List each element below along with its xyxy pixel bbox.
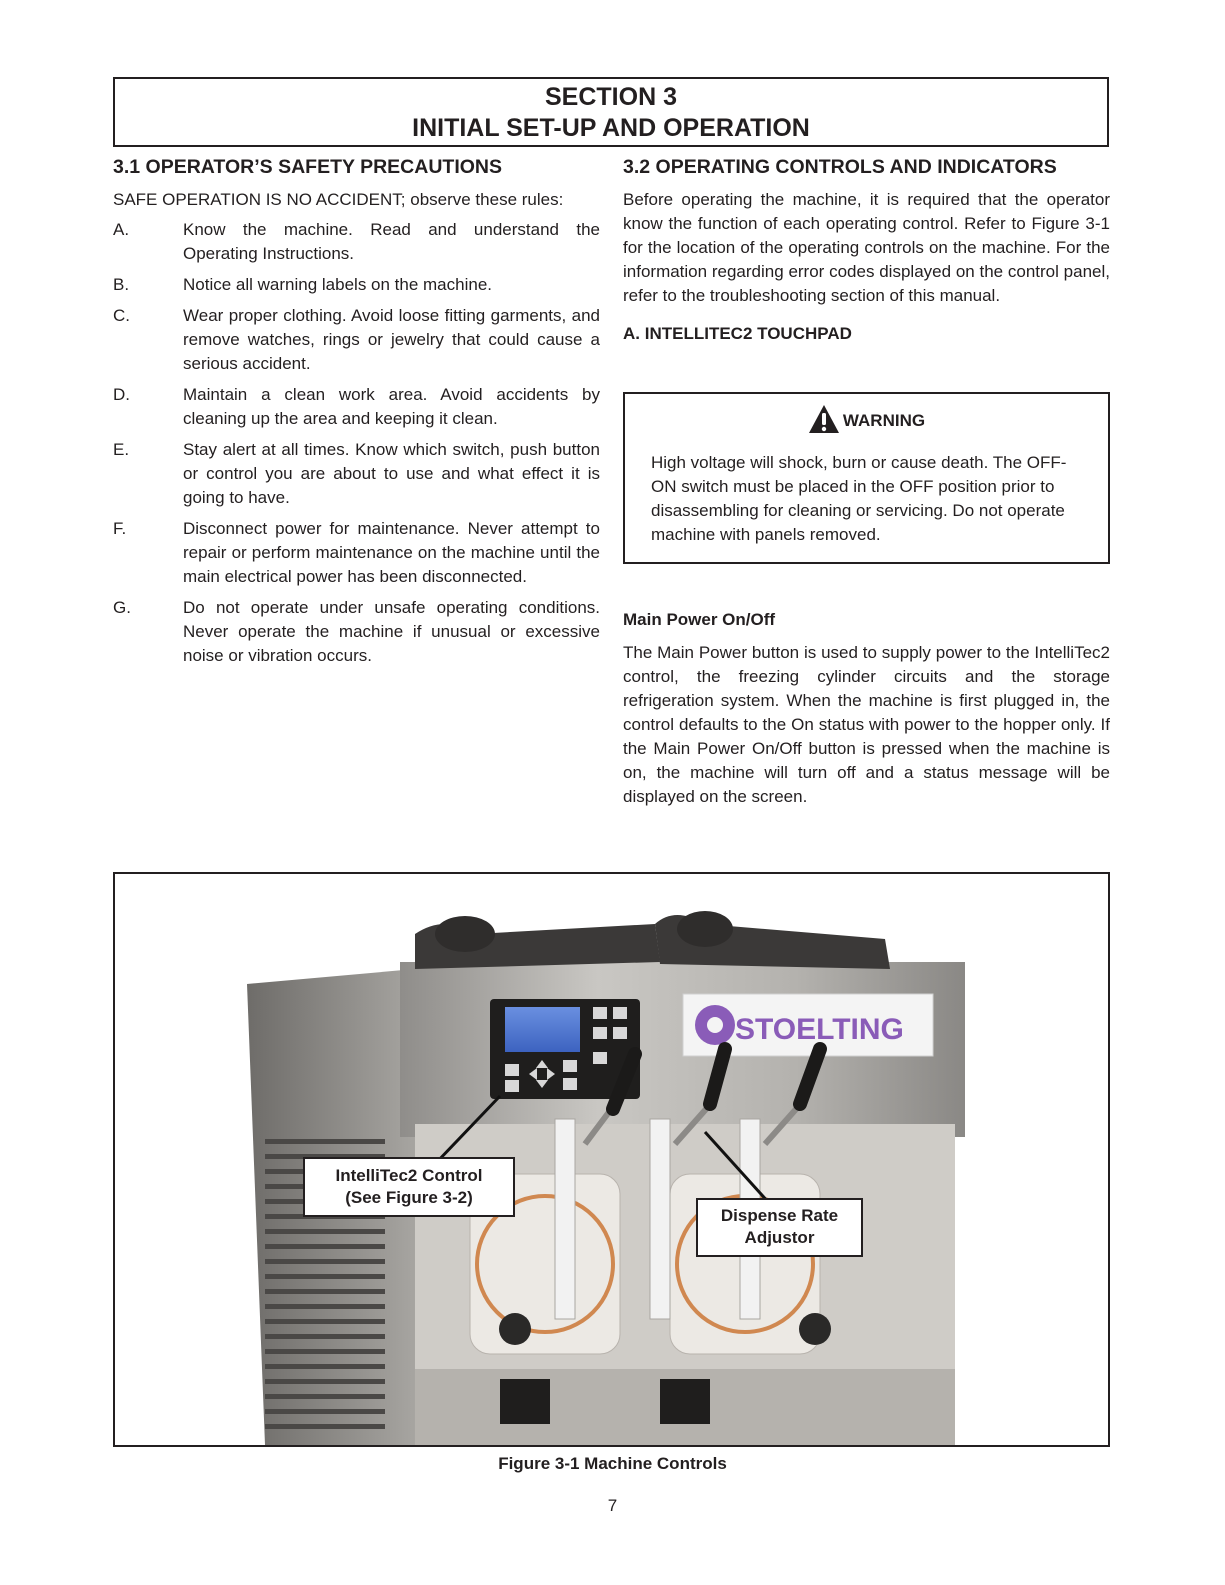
list-item	[113, 304, 600, 376]
right-column	[623, 153, 1110, 346]
main-power-heading: Main Power On/Off	[623, 610, 776, 629]
figure-caption: Figure 3-1 Machine Controls	[498, 1454, 727, 1473]
rule-text: Know the machine. Read and understand the Operating Instructions.	[183, 220, 600, 263]
callout-dispense-line2: Adjustor	[744, 1228, 815, 1247]
list-item	[113, 218, 600, 266]
list-item	[113, 517, 600, 589]
callout-intellitec-control	[303, 1157, 515, 1217]
controls-intro: Before operating the machine, it is required that the operator know the function of each operating control. Refer to Figure 3-1 for the location of the operating controls on the machine. For the information regarding error codes displayed on the control panel, refer to the troubleshooting section of this manual.	[623, 190, 1110, 305]
list-item	[113, 596, 600, 668]
warning-triangle-icon	[808, 404, 840, 434]
safety-intro: SAFE OPERATION IS NO ACCIDENT; observe these rules:	[113, 190, 564, 209]
rule-letter: A.	[113, 220, 130, 239]
callout-control-line1: IntelliTec2 Control	[335, 1166, 483, 1185]
callout-dispense-rate	[696, 1198, 863, 1257]
rule-letter: B.	[113, 275, 130, 294]
section-number: SECTION 3	[545, 83, 677, 111]
rule-letter: E.	[113, 440, 130, 459]
list-item	[113, 273, 600, 297]
warning-label: WARNING	[842, 411, 926, 430]
warning-box	[623, 392, 1110, 564]
rule-letter: F.	[113, 519, 127, 538]
main-power-section	[623, 608, 1110, 809]
machine-figure	[113, 872, 1110, 1447]
callout-control-line2: (See Figure 3-2)	[345, 1188, 473, 1207]
rule-letter: D.	[113, 385, 130, 404]
rule-text: Maintain a clean work area. Avoid accidents by cleaning up the area and keeping it clean.	[183, 385, 600, 428]
touchpad-subheading: A. INTELLITEC2 TOUCHPAD	[623, 324, 852, 343]
main-power-text: The Main Power button is used to supply power to the IntelliTec2 control, the freezing cylinder circuits and the storage refrigeration system. When the machine is first plugged in, the control defaults to the On status with power to the hopper only. If the Main Power On/Off button is pressed when the machine is on, the machine will turn off and a status message will be displayed on the screen.	[623, 643, 1110, 806]
section-title: INITIAL SET-UP AND OPERATION	[412, 114, 810, 142]
rule-text: Stay alert at all times. Know which switch, push button or control you are about to use and what effect it is going to have.	[183, 440, 600, 507]
list-item	[113, 438, 600, 510]
controls-heading: 3.2 OPERATING CONTROLS AND INDICATORS	[623, 156, 1057, 178]
rule-text: Wear proper clothing. Avoid loose fitting garments, and remove watches, rings or jewelry that could cause a serious accident.	[183, 306, 600, 373]
callout-dispense-line1: Dispense Rate	[720, 1206, 839, 1225]
safety-heading: 3.1 OPERATOR’S SAFETY PRECAUTIONS	[113, 156, 502, 178]
rule-text: Notice all warning labels on the machine.	[183, 275, 493, 294]
safety-rules-list	[113, 218, 600, 668]
page-number: 7	[607, 1496, 618, 1515]
rule-text: Do not operate under unsafe operating conditions. Never operate the machine if unusual or excessive noise or vibration occurs.	[183, 598, 600, 665]
brand-logo-text: STOELTING	[735, 1013, 904, 1046]
section-title-box	[113, 77, 1109, 147]
left-column	[113, 153, 600, 675]
rule-letter: G.	[113, 598, 131, 617]
rule-text: Disconnect power for maintenance. Never attempt to repair or perform maintenance on the machine until the main electrical power has been disconnected.	[183, 519, 600, 586]
rule-letter: C.	[113, 306, 130, 325]
warning-text: High voltage will shock, burn or cause death. The OFF-ON switch must be placed in the OFF position prior to disassembling for cleaning or servicing. Do not operate machine with panels removed.	[651, 453, 1067, 544]
machine-photo	[115, 874, 1108, 1445]
list-item	[113, 383, 600, 431]
warning-header	[625, 404, 1108, 434]
